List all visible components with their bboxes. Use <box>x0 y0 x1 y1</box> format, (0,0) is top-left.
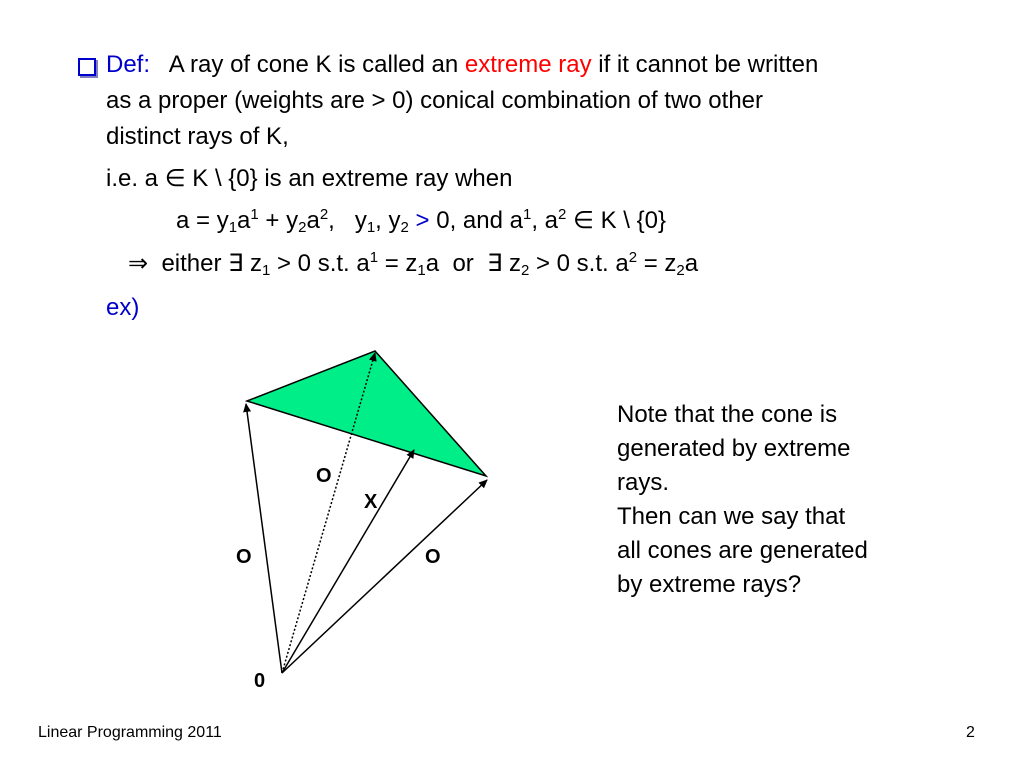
note-line: all cones are generated <box>617 537 868 564</box>
footer-course-title: Linear Programming 2011 <box>38 724 222 741</box>
definition-line-2: as a proper (weights are > 0) conical combination of two other <box>106 87 764 114</box>
def-text-1: A ray of cone K is called an <box>168 51 459 78</box>
note-line: by extreme rays? <box>617 571 802 598</box>
formula-line: $a = y_1a^1 + y_2a^2$, $y_1$, $y_2 > 0$, and $a^1$, $a^2$ ∈ K \ {0} <box>176 206 666 236</box>
label-origin: 0 <box>254 670 266 692</box>
ray-left <box>246 404 282 673</box>
def-text-2: if it cannot be written <box>598 51 819 78</box>
ray-right <box>282 480 487 673</box>
footer-page-number: 2 <box>966 724 975 741</box>
implication-line: ⇒ either ∃ $z_1 > 0$ s.t. $a^1 = z_1a$ or ∃ $z_2 > 0$ s.t. $a^2 = z_2a$ <box>128 249 699 279</box>
extreme-ray-highlight: extreme ray <box>464 51 592 78</box>
example-label: ex) <box>106 294 140 321</box>
label-x: X <box>364 491 378 513</box>
note-line: rays. <box>617 469 670 496</box>
label-o-right: O <box>425 546 441 568</box>
def-label: Def: <box>106 51 151 78</box>
note-line: Then can we say that <box>617 503 846 530</box>
side-note <box>617 398 937 602</box>
greater-than-sign: > <box>408 207 430 234</box>
implies-arrow: ⇒ <box>128 250 149 277</box>
ray-x <box>282 450 414 673</box>
definition-line-3: distinct rays of K, <box>106 123 289 150</box>
note-line: Note that the cone is <box>617 401 838 428</box>
cone-cross-section <box>247 351 486 476</box>
label-o-left: O <box>236 546 252 568</box>
ie-line: i.e. a ∈ K \ {0} is an extreme ray when <box>106 165 513 192</box>
note-line: generated by extreme <box>617 435 851 462</box>
label-o-top: O <box>316 465 332 487</box>
